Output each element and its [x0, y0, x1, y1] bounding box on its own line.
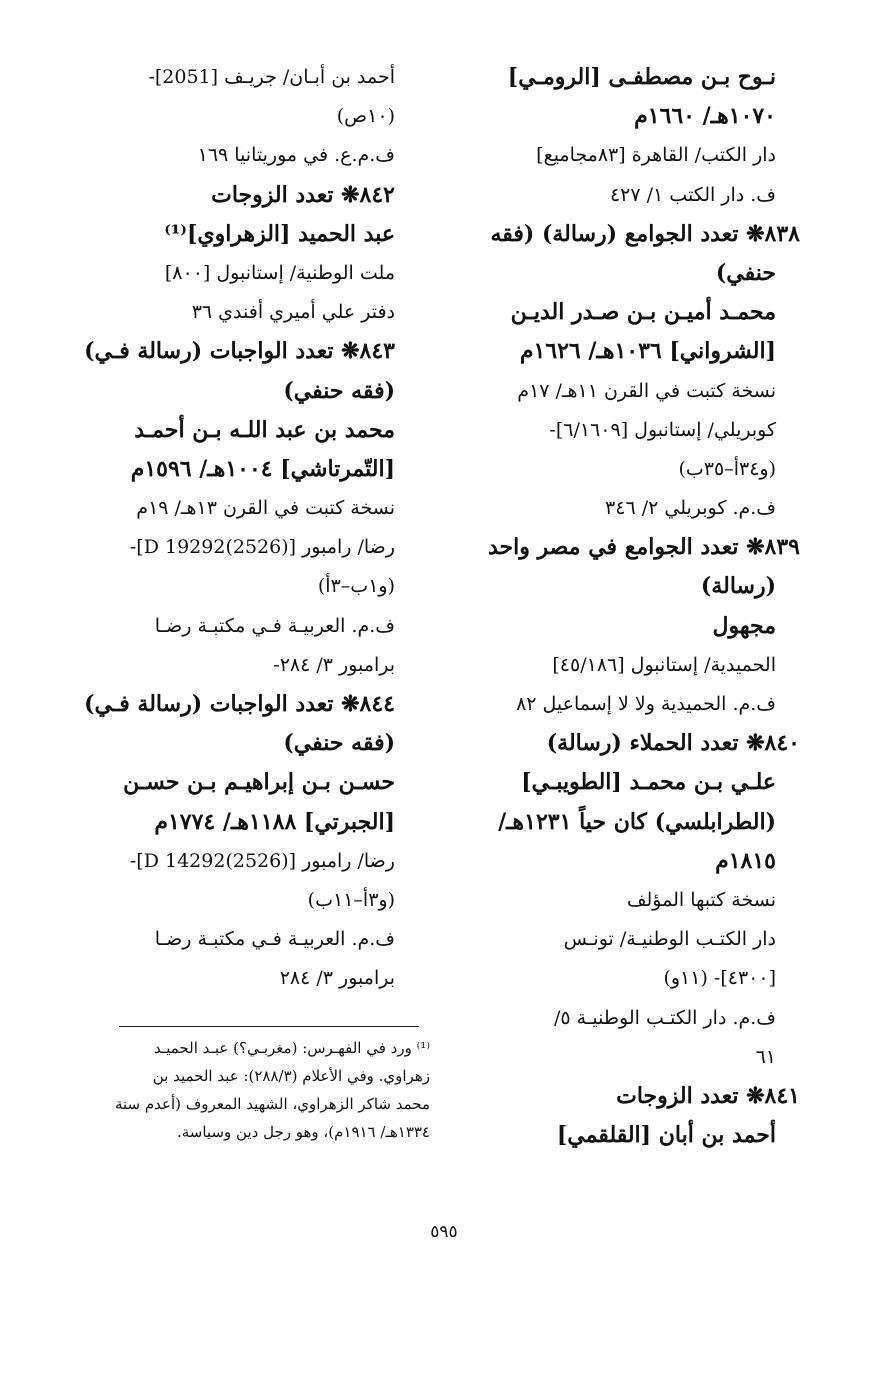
text-line: ١٠٧٠هـ/ ١٦٦٠م — [634, 103, 776, 130]
text-line: أحمد بن أبـان/ جريـف [2051]- — [148, 66, 395, 88]
text-line: رضا/ رامبور [D 19292(2526)]- — [129, 536, 395, 559]
text-line: برامبور ٣/ ٢٨٤ — [279, 967, 395, 990]
text-line: ف.م. العربيـة فـي مكتبـة رضـا — [154, 928, 395, 951]
text-line: علـي بـن محمـد [الطويبـي] — [521, 769, 776, 796]
text-line: دار الكتـب الوطنيـة/ تونـس — [563, 928, 776, 951]
footnote-line: زهراوي. وفي الأعلام (٢٨٨/٣): عبد الحميد بن — [152, 1067, 430, 1085]
text-line: [الشرواني] ١٠٣٦هـ/ ١٦٢٦م — [519, 338, 776, 365]
text-line: محمـد أميـن بـن صـدر الديـن — [510, 299, 776, 326]
text-line: ف.م. دار الكتـب الوطنيـة ٥/ — [554, 1006, 776, 1029]
right-column — [455, 58, 800, 1155]
text-line: [٤٣٠٠]- (١١و) — [663, 967, 776, 990]
text-line: حسـن بـن إبراهيـم بـن حسـن — [123, 769, 395, 796]
footnote-line: ١٣٣٤هـ/ ١٩١٦م)، وهو رجل دين وسياسة. — [176, 1123, 430, 1141]
text-line: ف.م. العربيـة فـي مكتبـة رضـا — [154, 614, 395, 637]
text-line: (فقه حنفي) — [283, 730, 395, 757]
footnote-separator — [119, 1026, 419, 1027]
text-line: نـوح بـن مصطفـى [الرومـي] — [507, 64, 776, 90]
footnote-line: ⁽¹⁾ ورد في الفهـرس: (مغربـي؟) عبـد الحميـد — [153, 1039, 430, 1057]
text-line: ٦١ — [755, 1045, 776, 1068]
text-line: ٨٤٣❋ تعدد الواجبات (رسالة فـي) — [84, 338, 395, 365]
text-line: (و١ب–٣أ) — [317, 575, 395, 598]
text-line: حنفي) — [715, 259, 776, 286]
text-line: ٨٣٩❋ تعدد الجوامع في مصر واحد — [488, 534, 800, 561]
text-line: ٨٤٤❋ تعدد الواجبات (رسالة فـي) — [84, 691, 395, 717]
text-line: (رسالة) — [700, 573, 776, 600]
text-line: ٨٤٢❋ تعدد الزوجات — [211, 181, 395, 208]
text-line: [التّمرتاشي] ١٠٠٤هـ/ ١٥٩٦م — [130, 455, 395, 482]
footnote-line: محمد شاكر الزهراوي، الشهيد المعروف (أعدم سنة — [114, 1095, 430, 1113]
text-line: ف.م. كوبريلي ٢/ ٣٤٦ — [605, 497, 776, 520]
text-line: مجهول — [712, 612, 776, 639]
text-line: دفتر علي أميري أفندي ٣٦ — [191, 301, 395, 324]
text-line: رضا/ رامبور [D 14292(2526)]- — [129, 849, 395, 872]
text-line: (١٠ص) — [336, 105, 395, 128]
text-line: (و٣أ–١١ب) — [307, 888, 395, 911]
text-line: (و٣٤أ–٣٥ب) — [678, 457, 776, 480]
text-line: [الجبرتي] ١١٨٨هـ/ ١٧٧٤م — [154, 808, 395, 835]
text-line: ملت الوطنية/ إستانبول [٨٠٠] — [164, 261, 395, 284]
text-line: (الطرابلسي) كان حياً ١٢٣١هـ/ — [498, 808, 776, 835]
text-line: برامبور ٣/ ٢٨٤- — [273, 653, 395, 676]
text-line: نسخة كتبت في القرن ١١هـ/ ١٧م — [517, 379, 776, 402]
footnotes — [100, 1034, 430, 1146]
text-line: ١٨١٥م — [715, 847, 776, 874]
text-line: ٨٤٠❋ تعدد الحملاء (رسالة) — [546, 730, 800, 757]
text-line: عبد الحميد [الزهراوي]⁽¹⁾ — [164, 220, 395, 247]
text-line: كوبريلي/ إستانبول [٦/١٦٠٩]- — [549, 418, 776, 441]
text-line: أحمد بن أبان [القلقمي] — [556, 1122, 776, 1149]
text-line: ف. دار الكتب ١/ ٤٢٧ — [609, 183, 776, 206]
text-line: محمد بن عبد اللـه بـن أحمـد — [134, 416, 395, 443]
left-column — [75, 58, 395, 999]
text-line: ف.م. الحميدية ولا لا إسماعيل ٨٢ — [516, 693, 776, 715]
text-line: نسخة كتبت في القرن ١٣هـ/ ١٩م — [136, 497, 395, 520]
text-line: (فقه حنفي) — [283, 377, 395, 404]
text-line: ف.م.ع. في موريتانيا ١٦٩ — [197, 144, 395, 167]
text-line: دار الكتب/ القاهرة [٨٣مجاميع] — [536, 144, 776, 167]
page-number: ٥٩٥ — [430, 1222, 458, 1242]
text-line: نسخة كتبها المؤلف — [626, 888, 776, 911]
text-line: الحميدية/ إستانبول [٤٥/١٨٦] — [552, 653, 776, 676]
text-line: ٨٣٨❋ تعدد الجوامع (رسالة) (فقه — [490, 220, 800, 247]
text-line: ٨٤١❋ تعدد الزوجات — [616, 1082, 800, 1109]
